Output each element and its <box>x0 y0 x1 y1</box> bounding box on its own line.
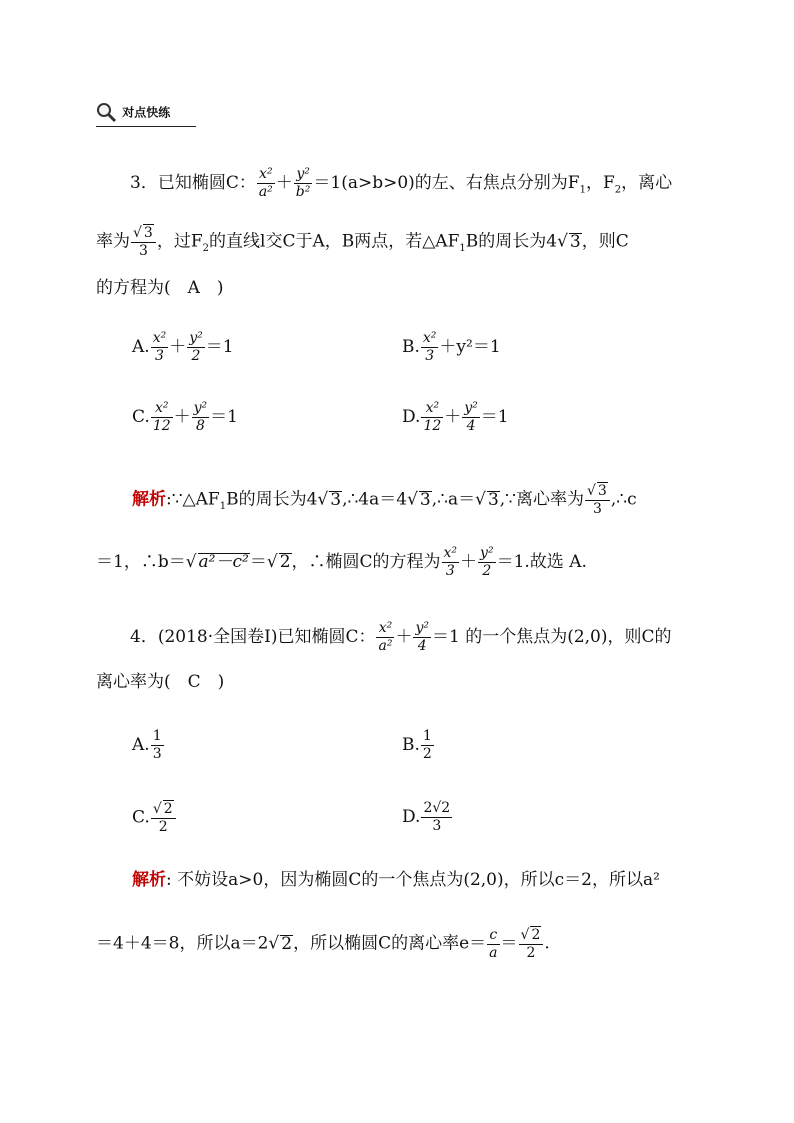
q4-stem: 4．(2018·全国卷Ⅰ)已知椭圆C： $\frac{\text{x²}}{\text{a²}}$ ＋ $\frac{\text{y²}}{4}$ ＝1 的一个焦点为(2,0)，则C的 <box>130 620 672 654</box>
sol3-line2: ＝1，∴b＝√ a²－c²＝√ 2，∴椭圆C的方程为 $\frac{\text{x²}}{3}$ ＋ $\frac{\text{y²}}{2}$ ＝1.故选 A. <box>96 545 587 579</box>
frac: $\frac{\text{x²}}{\text{a²}}$ <box>258 166 273 200</box>
sol4-line1: 解析: 不妨设a>0，因为椭圆C的一个焦点为(2,0)，所以c＝2，所以a² <box>132 870 660 890</box>
frac: $\frac{\text{y²}}{\text{b²}}$ <box>295 166 311 200</box>
q4-line2: 离心率为( C ) <box>96 672 225 692</box>
q3-option-d[interactable]: D. $\frac{\text{x²}}{12}$ ＋ $\frac{\text{y²}}{4}$ ＝1 <box>402 400 509 434</box>
q3-option-a[interactable]: A. $\frac{\text{x²}}{3}$ ＋ $\frac{\text{y²}}{2}$ ＝1 <box>132 330 234 364</box>
header-underline <box>96 126 196 127</box>
q3-option-b[interactable]: B. $\frac{\text{x²}}{3}$ ＋y²＝1 <box>402 330 501 364</box>
section-header-label: 对点快练 <box>122 105 171 120</box>
section-header <box>96 102 170 124</box>
q3-line3: 的方程为( A ) <box>96 278 224 298</box>
q4-option-b[interactable]: B. $\frac{1}{2}$ <box>402 728 432 762</box>
q4-option-c[interactable]: C. $\frac{√ 2}{2}$ <box>132 800 177 836</box>
q4-option-d[interactable]: D. $\frac{2√2}{3}$ <box>402 800 451 834</box>
frac: $\frac{√ 3}{3}$ <box>131 224 156 260</box>
q4-option-a[interactable]: A. $\frac{1}{3}$ <box>132 728 162 762</box>
sol4-line2: ＝4＋4＝8，所以a＝2√ 2，所以椭圆C的离心率e＝ $\frac{c}{a}$ ＝ $\frac{√ 2}{2}$ . <box>96 926 550 961</box>
q3-option-c[interactable]: C. $\frac{\text{x²}}{12}$ ＋ $\frac{\text{y²}}{8}$ ＝1 <box>132 400 238 434</box>
sol3-line1: 解析$:\because\triangle AF_1B$的周长为4√ 3,∴4a＝4√ 3,∴a＝√ 3,∵离心率为 $\frac{√ 3}{3}$ ,∴c <box>132 483 637 517</box>
q3-stem: 3．已知椭圆C： $\frac{\text{x²}}{\text{a²}}$ ＋ $\frac{\text{y²}}{\text{b²}}$ ＝1(a>b>0)的左、右焦点分别为$F_1$，$F_2$，离心 <box>130 166 673 200</box>
magnifier-icon <box>96 102 118 124</box>
q3-line2: 率为 $\frac{√ 3}{3}$ ，过$F_2$的直线l交C于A，B两点，若$\triangle AF_1B$的周长为4√ 3，则C <box>96 225 629 259</box>
